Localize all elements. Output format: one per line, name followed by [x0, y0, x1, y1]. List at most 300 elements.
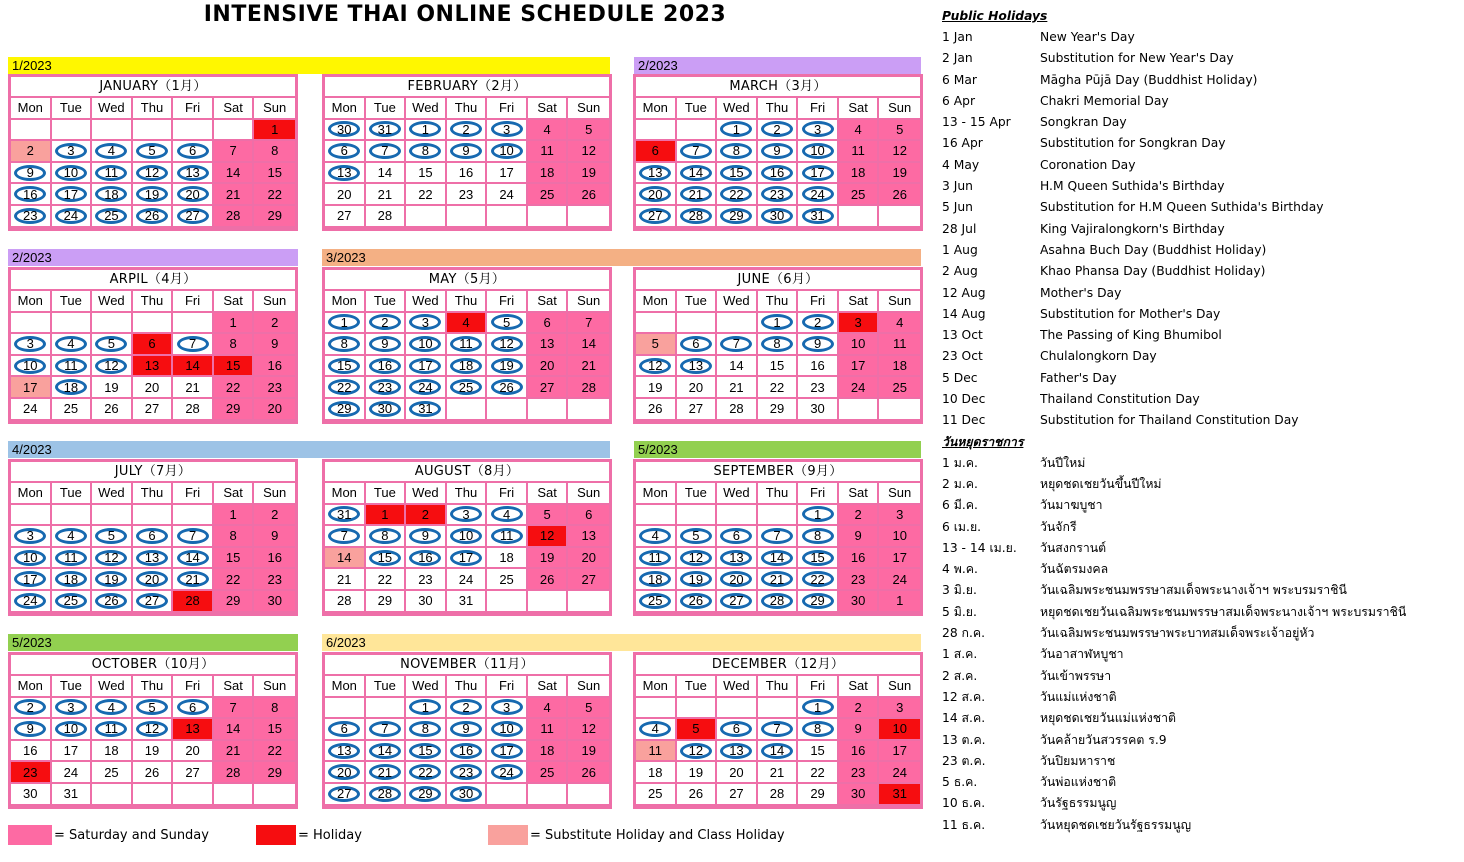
day-cell — [839, 377, 880, 399]
day-number: 17 — [892, 550, 907, 566]
class-day-circle: 1 — [720, 121, 752, 137]
day-number: 19 — [688, 764, 704, 780]
day-cell — [52, 184, 93, 206]
day-cell — [52, 356, 93, 378]
day-cell — [798, 399, 839, 421]
semester-band: 2/2023 — [8, 249, 298, 266]
day-cell — [173, 698, 214, 720]
day-cell — [677, 163, 718, 185]
day-cell — [173, 120, 214, 142]
class-day-circle: 18 — [639, 571, 671, 587]
day-cell — [214, 762, 255, 784]
day-cell — [568, 719, 609, 741]
holiday-date: 2 Jan — [942, 51, 973, 66]
day-cell — [839, 591, 880, 613]
day-cell — [11, 784, 52, 806]
day-cell — [52, 399, 93, 421]
holiday-row — [942, 730, 1462, 751]
day-number: 30 — [267, 593, 282, 609]
class-day-circle: 19 — [680, 571, 712, 587]
holiday-date: 11 Dec — [942, 413, 986, 428]
day-cell — [406, 762, 447, 784]
day-cell — [447, 313, 488, 335]
day-number: 19 — [539, 550, 555, 566]
holiday-row — [942, 687, 1462, 708]
weekday-header: Mon — [325, 676, 366, 698]
weekday-header: Sat — [839, 483, 880, 505]
day-number: 20 — [337, 186, 352, 202]
day-cell — [133, 784, 174, 806]
holiday-name: Substitution for New Year's Day — [1040, 51, 1234, 66]
day-cell — [879, 163, 920, 185]
weekday-header: Thu — [133, 98, 174, 120]
class-day-circle: 11 — [639, 550, 671, 566]
day-cell — [758, 526, 799, 548]
holiday-name: The Passing of King Bhumibol — [1040, 328, 1222, 343]
holiday-row — [942, 644, 1462, 665]
weekday-header: Thu — [447, 483, 488, 505]
day-number: 27 — [337, 208, 352, 224]
month-title: MARCH（3月） — [636, 77, 920, 98]
day-cell — [52, 206, 93, 228]
day-cell — [11, 698, 52, 720]
holiday-row — [942, 368, 1462, 389]
day-cell — [406, 505, 447, 527]
day-cell — [92, 120, 133, 142]
day-cell — [52, 141, 93, 163]
day-number: 27 — [688, 401, 704, 417]
day-number: 28 — [185, 593, 200, 609]
class-day-circle: 11 — [95, 721, 127, 737]
month-calendar — [8, 459, 298, 616]
day-cell — [487, 569, 528, 591]
day-number: 15 — [418, 165, 433, 181]
day-number: 4 — [543, 121, 551, 137]
weekday-header: Sun — [254, 483, 295, 505]
weekday-header: Sun — [254, 676, 295, 698]
class-day-circle: 6 — [136, 528, 168, 544]
weekday-header: Thu — [133, 291, 174, 313]
weekday-header: Fri — [798, 98, 839, 120]
holiday-row — [942, 751, 1462, 772]
day-number: 19 — [144, 743, 160, 759]
day-number: 27 — [581, 571, 596, 587]
day-cell — [133, 526, 174, 548]
day-number: 6 — [543, 314, 551, 330]
weekday-header: Mon — [636, 291, 677, 313]
holiday-row — [942, 623, 1462, 644]
class-day-circle: 4 — [491, 506, 523, 522]
day-cell — [879, 698, 920, 720]
class-day-circle: 12 — [136, 721, 168, 737]
day-cell — [11, 141, 52, 163]
month-calendar — [633, 459, 923, 616]
day-cell — [254, 784, 295, 806]
day-cell — [798, 313, 839, 335]
day-cell — [528, 762, 569, 784]
class-day-circle: 7 — [328, 528, 360, 544]
class-day-circle: 29 — [328, 401, 360, 417]
day-cell — [52, 505, 93, 527]
class-day-circle: 23 — [761, 186, 793, 202]
weekday-header: Mon — [636, 676, 677, 698]
class-day-circle: 3 — [802, 121, 834, 137]
day-number: 9 — [271, 336, 279, 352]
day-number: 16 — [267, 550, 282, 566]
holiday-row — [942, 772, 1462, 793]
day-cell — [487, 313, 528, 335]
day-cell — [879, 356, 920, 378]
holiday-date: 13 - 15 Apr — [942, 115, 1011, 130]
class-day-circle: 7 — [369, 721, 401, 737]
day-cell — [636, 526, 677, 548]
class-day-circle: 25 — [55, 593, 87, 609]
day-number: 5 — [692, 721, 700, 737]
day-cell — [636, 719, 677, 741]
class-day-circle: 29 — [802, 593, 834, 609]
day-cell — [92, 141, 133, 163]
day-cell — [798, 591, 839, 613]
day-cell — [798, 698, 839, 720]
day-cell — [798, 784, 839, 806]
month-calendar — [633, 652, 923, 809]
class-day-circle: 21 — [177, 571, 209, 587]
day-cell — [798, 762, 839, 784]
day-cell — [254, 356, 295, 378]
day-cell — [568, 184, 609, 206]
day-cell — [173, 569, 214, 591]
day-cell — [568, 141, 609, 163]
class-day-circle: 17 — [802, 165, 834, 181]
class-day-circle: 1 — [409, 699, 441, 715]
day-cell — [366, 505, 407, 527]
day-cell — [52, 334, 93, 356]
day-number: 28 — [185, 401, 200, 417]
class-day-circle: 23 — [450, 764, 482, 780]
day-cell — [133, 399, 174, 421]
day-cell — [447, 399, 488, 421]
class-day-circle: 15 — [369, 550, 401, 566]
day-cell — [758, 163, 799, 185]
holiday-date: 1 ส.ค. — [942, 647, 978, 662]
day-cell — [52, 548, 93, 570]
class-day-circle: 8 — [720, 143, 752, 159]
month-title: MAY（5月） — [325, 270, 609, 291]
day-number: 23 — [850, 764, 866, 780]
weekday-header: Fri — [173, 483, 214, 505]
class-day-circle: 27 — [136, 593, 168, 609]
day-cell — [839, 526, 880, 548]
class-day-circle: 10 — [491, 143, 523, 159]
day-cell — [798, 505, 839, 527]
holiday-row — [942, 219, 1462, 240]
class-day-circle: 13 — [328, 165, 360, 181]
holiday-row — [942, 155, 1462, 176]
weekday-header: Fri — [487, 483, 528, 505]
day-cell — [325, 120, 366, 142]
class-day-circle: 3 — [409, 314, 441, 330]
day-cell — [839, 399, 880, 421]
weekday-header: Fri — [173, 291, 214, 313]
day-cell — [636, 784, 677, 806]
day-cell — [758, 548, 799, 570]
day-cell — [325, 356, 366, 378]
day-cell — [447, 719, 488, 741]
day-cell — [366, 356, 407, 378]
day-number: 4 — [854, 121, 862, 137]
holiday-row — [942, 197, 1462, 218]
holiday-name: วันเฉลิมพระชนมพรรษาสมเด็จพระนางเจ้าฯ พระบรมราชินี — [1040, 583, 1347, 598]
class-day-circle: 16 — [450, 743, 482, 759]
day-cell — [879, 206, 920, 228]
day-cell — [406, 784, 447, 806]
class-day-circle: 20 — [639, 186, 671, 202]
day-number: 17 — [23, 379, 38, 395]
day-number: 6 — [651, 143, 659, 159]
day-cell — [487, 741, 528, 763]
day-cell — [839, 784, 880, 806]
day-number: 18 — [539, 743, 555, 759]
holiday-row — [942, 538, 1462, 559]
day-cell — [325, 141, 366, 163]
day-cell — [839, 741, 880, 763]
day-cell — [528, 399, 569, 421]
holiday-name: วันแม่แห่งชาติ — [1040, 689, 1117, 704]
day-cell — [406, 120, 447, 142]
day-cell — [214, 505, 255, 527]
class-day-circle: 6 — [177, 699, 209, 715]
day-cell — [254, 313, 295, 335]
class-day-circle: 7 — [177, 336, 209, 352]
day-cell — [636, 591, 677, 613]
weekday-header: Sat — [528, 676, 569, 698]
day-cell — [254, 762, 295, 784]
holiday-date: 5 Dec — [942, 370, 978, 385]
weekday-header: Tue — [366, 98, 407, 120]
holiday-name: หยุดชดเชยวันแม่แห่งชาติ — [1040, 711, 1176, 726]
day-cell — [254, 141, 295, 163]
day-cell — [325, 698, 366, 720]
class-day-circle: 7 — [761, 528, 793, 544]
day-number: 14 — [729, 358, 744, 374]
holiday-row — [942, 27, 1462, 48]
holiday-row — [942, 240, 1462, 261]
day-number: 24 — [458, 571, 474, 587]
day-cell — [677, 356, 718, 378]
day-cell — [758, 719, 799, 741]
day-cell — [133, 762, 174, 784]
holiday-date: 28 ก.ค. — [942, 626, 986, 641]
day-number: 23 — [458, 186, 474, 202]
day-cell — [52, 741, 93, 763]
weekday-header: Sun — [879, 676, 920, 698]
day-cell — [717, 163, 758, 185]
day-cell — [879, 505, 920, 527]
day-number: 10 — [892, 721, 907, 737]
day-cell — [11, 399, 52, 421]
weekday-header: Mon — [11, 291, 52, 313]
class-day-circle: 15 — [409, 743, 441, 759]
day-cell — [92, 184, 133, 206]
class-day-circle: 13 — [177, 165, 209, 181]
day-number: 26 — [648, 401, 663, 417]
day-cell — [11, 206, 52, 228]
legend-substitute-swatch — [488, 825, 528, 845]
day-cell — [325, 569, 366, 591]
weekday-header: Tue — [677, 98, 718, 120]
day-cell — [447, 698, 488, 720]
semester-band: 1/2023 — [8, 57, 610, 74]
holiday-row — [942, 112, 1462, 133]
day-number: 11 — [540, 721, 554, 737]
weekday-header: Mon — [11, 483, 52, 505]
day-cell — [758, 399, 799, 421]
holiday-date: 1 Jan — [942, 30, 973, 44]
day-number: 22 — [418, 186, 433, 202]
day-cell — [214, 184, 255, 206]
class-day-circle: 10 — [802, 143, 834, 159]
day-cell — [133, 356, 174, 378]
class-day-circle: 12 — [136, 165, 168, 181]
day-cell — [677, 505, 718, 527]
day-cell — [487, 784, 528, 806]
class-day-circle: 8 — [328, 336, 360, 352]
day-cell — [528, 163, 569, 185]
day-cell — [758, 762, 799, 784]
day-cell — [447, 206, 488, 228]
class-day-circle: 2 — [369, 314, 401, 330]
day-number: 24 — [63, 764, 79, 780]
day-cell — [717, 569, 758, 591]
day-number: 22 — [769, 379, 785, 395]
class-day-circle: 10 — [450, 528, 482, 544]
day-number: 20 — [539, 358, 555, 374]
day-number: 27 — [144, 401, 160, 417]
day-cell — [447, 741, 488, 763]
class-day-circle: 21 — [761, 571, 793, 587]
weekday-header: Sat — [214, 98, 255, 120]
day-cell — [214, 120, 255, 142]
day-cell — [487, 206, 528, 228]
day-cell — [758, 313, 799, 335]
day-number: 23 — [418, 571, 433, 587]
day-number: 13 — [539, 336, 555, 352]
day-number: 1 — [229, 506, 237, 522]
holiday-name: Khao Phansa Day (Buddhist Holiday) — [1040, 264, 1266, 279]
day-cell — [636, 505, 677, 527]
class-day-circle: 15 — [328, 358, 360, 374]
holiday-name: Songkran Day — [1040, 115, 1127, 130]
class-day-circle: 4 — [639, 721, 671, 737]
class-day-circle: 10 — [55, 165, 87, 181]
class-day-circle: 9 — [409, 528, 441, 544]
day-cell — [325, 399, 366, 421]
weekday-header: Wed — [717, 483, 758, 505]
class-day-circle: 22 — [802, 571, 834, 587]
day-cell — [133, 313, 174, 335]
day-number: 30 — [850, 593, 866, 609]
day-cell — [798, 548, 839, 570]
class-day-circle: 11 — [491, 528, 523, 544]
day-cell — [11, 505, 52, 527]
holiday-row — [942, 815, 1462, 836]
holiday-name: Substitution for Songkran Day — [1040, 136, 1226, 151]
day-cell — [254, 591, 295, 613]
day-cell — [677, 741, 718, 763]
holiday-name: วันเฉลิมพระชนมพรรษาพระบาทสมเด็จพระเจ้าอยู่หัว — [1040, 626, 1315, 641]
day-cell — [366, 741, 407, 763]
month-calendar — [322, 74, 612, 231]
class-day-circle: 10 — [14, 358, 46, 374]
day-cell — [406, 163, 447, 185]
month-calendar — [8, 652, 298, 809]
class-day-circle: 6 — [720, 528, 752, 544]
class-day-circle: 6 — [328, 143, 360, 159]
month-title: AUGUST（8月） — [325, 462, 609, 483]
day-number: 20 — [267, 401, 282, 417]
holiday-date: 23 Oct — [942, 349, 983, 364]
day-cell — [879, 569, 920, 591]
holiday-date: 12 Aug — [942, 285, 986, 300]
class-day-circle: 31 — [409, 401, 441, 417]
day-cell — [325, 784, 366, 806]
day-cell — [214, 741, 255, 763]
class-day-circle: 25 — [95, 208, 127, 224]
day-cell — [254, 377, 295, 399]
class-day-circle: 23 — [369, 379, 401, 395]
class-day-circle: 20 — [720, 571, 752, 587]
weekday-header: Thu — [758, 676, 799, 698]
day-cell — [677, 569, 718, 591]
day-cell — [214, 698, 255, 720]
day-cell — [839, 141, 880, 163]
holiday-name: Coronation Day — [1040, 157, 1136, 172]
holiday-row — [942, 517, 1462, 538]
day-cell — [254, 741, 295, 763]
day-cell — [568, 762, 609, 784]
day-cell — [366, 184, 407, 206]
day-cell — [798, 206, 839, 228]
day-cell — [406, 548, 447, 570]
day-cell — [487, 526, 528, 548]
day-cell — [528, 206, 569, 228]
day-number: 18 — [892, 358, 907, 374]
day-number: 23 — [267, 571, 282, 587]
weekday-header: Sat — [839, 98, 880, 120]
day-cell — [11, 334, 52, 356]
class-day-circle: 8 — [802, 721, 834, 737]
day-cell — [717, 313, 758, 335]
day-number: 25 — [850, 186, 866, 202]
day-cell — [214, 399, 255, 421]
weekday-header: Sat — [839, 676, 880, 698]
day-cell — [325, 334, 366, 356]
class-day-circle: 4 — [55, 528, 87, 544]
day-cell — [879, 548, 920, 570]
day-number: 8 — [229, 336, 237, 352]
day-number: 29 — [377, 593, 393, 609]
month-calendar — [8, 74, 298, 231]
weekday-header: Mon — [636, 98, 677, 120]
holiday-row — [942, 453, 1462, 474]
day-number: 14 — [185, 358, 200, 374]
day-cell — [325, 741, 366, 763]
day-cell — [528, 741, 569, 763]
day-cell — [52, 569, 93, 591]
class-day-circle: 1 — [328, 314, 360, 330]
day-number: 16 — [267, 358, 282, 374]
class-day-circle: 10 — [409, 336, 441, 352]
